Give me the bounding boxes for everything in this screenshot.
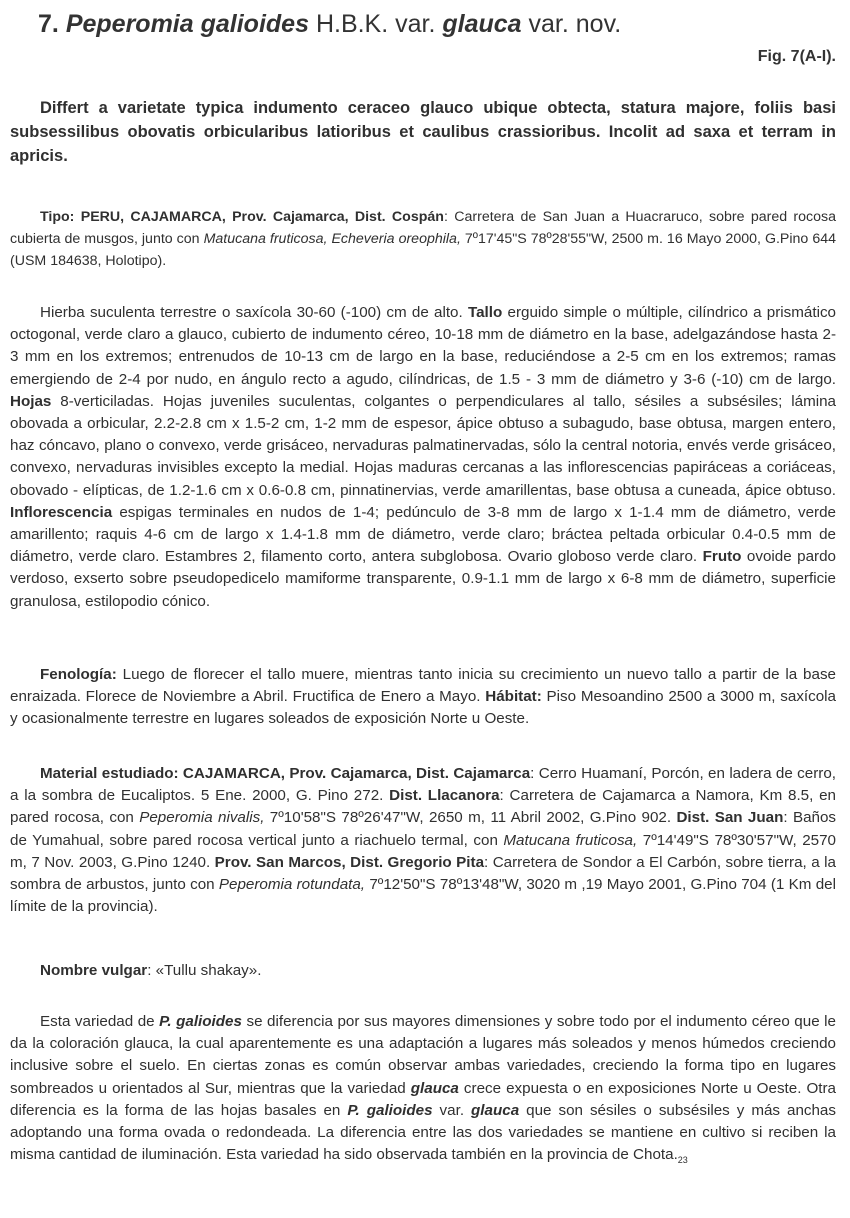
desc-text-3: espigas terminales en nudos de 1-4; pedúnculo de 3-8 mm de largo x 1-1.4 mm de diámetro, verde amarillento; raquis 4-6 cm de largo x 1.4-1.8 mm de diámetro, verde claro; bráctea peltada orbicular 0.4-0.5 mm de diámetro, verde claro. Estambres 2, filamento corto, antera subglobosa. Ovario globoso verde claro. xyxy=(10,503,836,566)
description-paragraph xyxy=(10,302,836,613)
discussion-text-5: que son sésiles o subsésiles y más anchas adoptando una forma ovada o redondeada. La diferencia entre las dos variedades se mantiene en cultivo si reciben la misma cantidad de iluminación. Esta variedad ha sido observada también en la provincia de Chota. xyxy=(10,1101,836,1164)
vernacular-text: : «Tullu shakay». xyxy=(147,962,262,979)
material-text-3: 7º10'58"S 78º26'47"W, 2650 m, 11 Abril 2002, G.Pino 902. xyxy=(264,809,677,827)
species-peperomia-nivalis: Peperomia nivalis, xyxy=(139,809,265,827)
discussion-text-4: var. xyxy=(432,1101,472,1119)
type-paragraph xyxy=(10,206,836,273)
species-number: 7. xyxy=(38,10,59,38)
material-label: Material estudiado: CAJAMARCA, Prov. Cajamarca, Dist. Cajamarca xyxy=(40,765,531,782)
discussion-text-2: se diferencia por sus mayores dimensiones y sobre todo por el indumento céreo que le da la coloración glauca, la cual aparentemente es una adaptación a lugares más soleados y menos húmedos creciendo inclusive sobre el suelo. En ciertas zonas es común observar ambas variedades, creciendo la forma tipo en lugares sombreados u orientados al Sur, mientras que la variedad xyxy=(10,1013,837,1097)
phenology-label: Fenología: xyxy=(40,666,117,683)
material-text-5: 7º14'49"S 78º30'57"W, 2570 m, 7 Nov. 2003, G.Pino 1240. xyxy=(10,831,836,871)
tallo-label: Tallo xyxy=(467,304,503,321)
species-p-galioides-2: P. galioides xyxy=(347,1101,433,1119)
species-title xyxy=(38,10,621,39)
material-text-6: : Carretera de Sondor a El Carbón, sobre tierra, a la sombra de arbustos, junto con xyxy=(10,853,836,894)
fruto-label: Fruto xyxy=(702,548,742,566)
type-associated-species: Matucana fruticosa, Echeveria oreophila, xyxy=(203,231,461,248)
species-epithet: galioides xyxy=(200,10,309,38)
hojas-label: Hojas xyxy=(10,392,52,410)
vernacular-paragraph xyxy=(10,960,836,982)
page-number: 23 xyxy=(677,1155,688,1166)
district-llacanora: Dist. Llacanora xyxy=(389,787,500,805)
figure-reference: Fig. 7(A-I). xyxy=(757,48,836,65)
material-paragraph xyxy=(10,763,836,918)
latin-diagnosis: Differt a varietate typica indumento ceraceo glauco ubique obtecta, statura majore, foliis basi subsessilibus obovatis orbicularibus latioribus et caulibus crassioribus. Incolit ad saxa et terram in apricis. xyxy=(10,99,836,165)
material-text-2: : Carretera de Cajamarca a Namora, Km 8.5, en pared rocosa, con xyxy=(10,787,836,827)
type-label: Tipo: PERU, CAJAMARCA, Prov. Cajamarca, Dist. Cospán xyxy=(40,209,444,225)
species-matucana-fruticosa: Matucana fruticosa, xyxy=(503,831,638,849)
type-text-2: 7º17'45"S 78º28'55"W, 2500 m. 16 Mayo 2000, G.Pino 644 (USM 184638, Holotipo). xyxy=(10,231,836,270)
district-san-juan: Dist. San Juan xyxy=(676,809,784,827)
inflorescencia-label: Inflorescencia xyxy=(10,503,113,521)
phenology-text: Luego de florecer el tallo muere, mientras tanto inicia su crecimiento un nuevo tallo a partir de la base enraizada. Florece de Noviembre a Abril. Fructifica de Enero a Mayo. xyxy=(10,666,836,706)
species-p-galioides: P. galioides xyxy=(159,1013,242,1030)
material-text-7: 7º12'50"S 78º13'48"W, 3020 m ,19 Mayo 2001, G.Pino 704 (1 Km del límite de la provincia). xyxy=(10,876,836,916)
desc-text-1: erguido simple o múltiple, cilíndrico a prismático octogonal, verde claro a glauco, cubierto de indumento céreo, 10-18 mm de diámetro en la base, adelgazándose hasta 2-3 mm en los extremos; entrenudos de 10-13 cm de largo en la base, reduciéndose a 2-5 cm en los extremos; ramas emergiendo de 2-4 por nudo, en ángulo recto a agudo, cilíndricas, de 1.5 - 3 mm de diámetro y 3-6 (-10) cm de largo. xyxy=(10,304,836,388)
discussion-text-1: Esta variedad de xyxy=(40,1013,160,1030)
nomenclature-status: var. nov. xyxy=(528,10,622,38)
desc-text-4: ovoide pardo verdoso, exserto sobre pseudopedicelo mamiforme transparente, 0.9-1.1 mm de largo x 6-8 mm de diámetro, superficie granulosa, estilopodio cónico. xyxy=(10,548,837,610)
material-text-4: : Baños de Yumahual, sobre pared rocosa vertical junto a riachuelo termal, con xyxy=(10,809,837,849)
genus-name: Peperomia xyxy=(65,10,194,38)
habitat-text: Piso Mesoandino 2500 a 3000 m, saxícola y ocasionalmente terrestre en lugares soleados de exposición Norte u Oeste. xyxy=(10,688,836,728)
phenology-paragraph xyxy=(10,664,836,731)
variety-glauca: glauca xyxy=(410,1079,459,1097)
species-peperomia-rotundata: Peperomia rotundata, xyxy=(218,876,366,894)
district-gregorio-pita: Prov. San Marcos, Dist. Gregorio Pita xyxy=(214,853,485,871)
variety-glauca-2: glauca xyxy=(471,1101,520,1119)
type-text-1: : Carretera de San Juan a Huacraruco, sobre pared rocosa cubierta de musgos, junto con xyxy=(10,209,836,248)
habitat-label: Hábitat: xyxy=(485,688,542,706)
discussion-paragraph xyxy=(10,1011,836,1171)
author: H.B.K. var. xyxy=(315,10,436,38)
desc-text-2: 8-verticiladas. Hojas juveniles suculentas, colgantes o perpendiculares al tallo, sésiles a subsésiles; lámina obovada a orbicular, 2.2-2.8 cm x 1.5-2 cm, 1-2 mm de espesor, ápice obtuso a subagudo, base obtusa, margen entero, haz cóncavo, plano o convexo, verde grisáceo, nervaduras palmatinervadas, sólo la central notoria, envés verde grisáceo, convexo, nervaduras invisibles excepto la medial. Hojas maduras cercanas a las inflorescencias papiráceas a coriáceas, obovado - elípticas, de 1.2-1.6 cm x 0.6-0.8 cm, pinnatinervias, verde amarillentas, base obtusa a cuneada, ápice obtuso. xyxy=(10,392,836,499)
desc-text-0: Hierba suculenta terrestre o saxícola 30-60 (-100) cm de alto. xyxy=(40,304,468,321)
material-text-1: : Cerro Huamaní, Porcón, en ladera de cerro, a la sombra de Eucaliptos. 5 Ene. 2000, G. Pino 272. xyxy=(10,765,836,805)
variety-name: glauca xyxy=(442,10,522,38)
vernacular-label: Nombre vulgar xyxy=(40,962,148,979)
discussion-text-3: crece expuesta o en exposiciones Norte u Oeste. Otra diferencia es la forma de las hojas basales en xyxy=(10,1079,836,1119)
